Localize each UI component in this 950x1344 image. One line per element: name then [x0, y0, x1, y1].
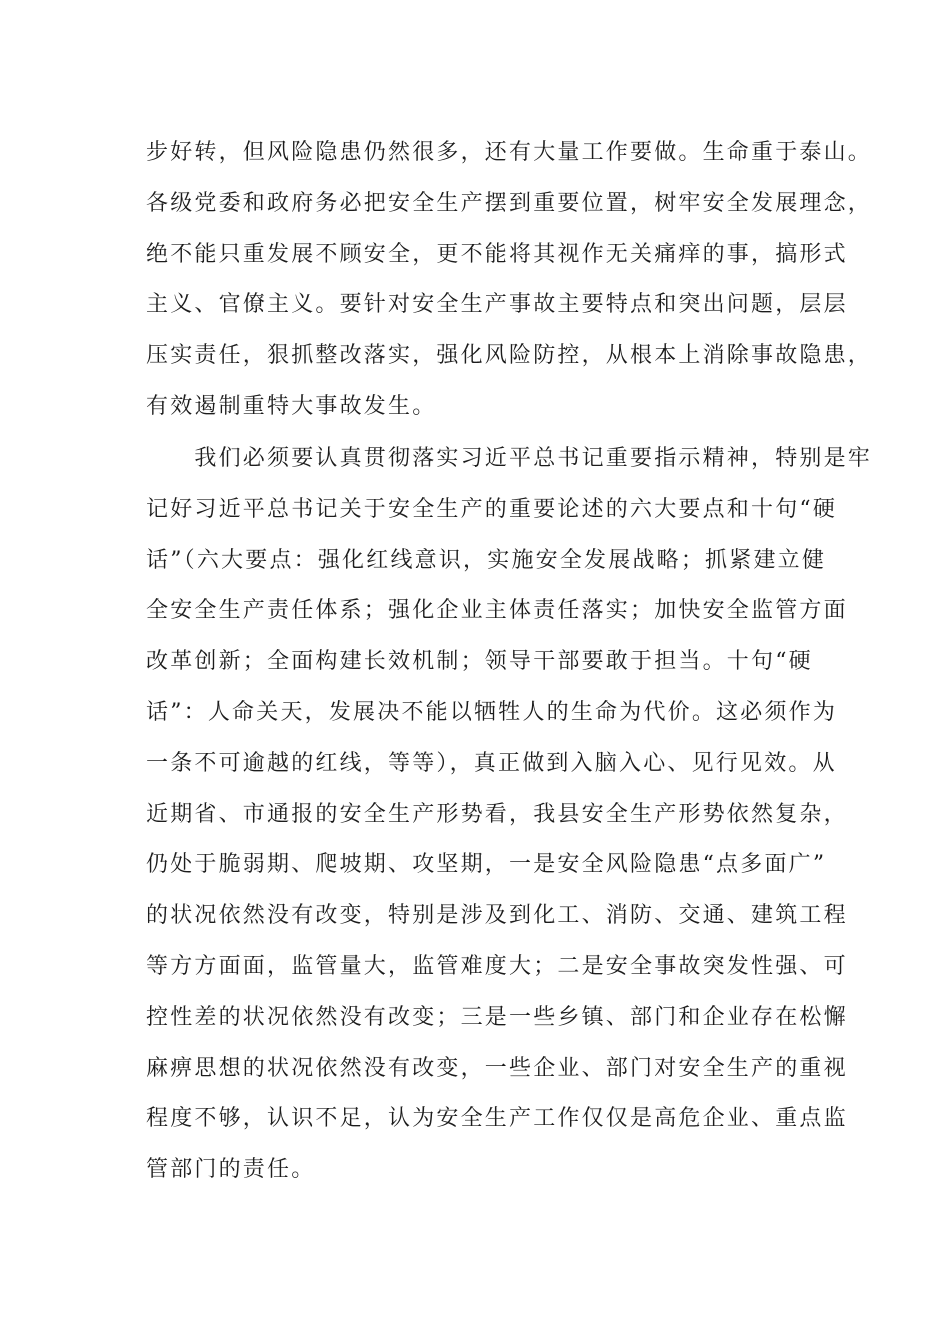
- paragraph-line: 压实责任，狠抓整改落实，强化风险防控，从根本上消除事故隐患，: [146, 343, 873, 369]
- paragraph-line: 仍处于脆弱期、爬坡期、攻坚期，一是安全风险隐患“点多面广”: [146, 852, 827, 878]
- paragraph-1: [146, 128, 873, 433]
- paragraph-line: 近期省、市通报的安全生产形势看，我县安全生产形势依然复杂，: [146, 801, 848, 827]
- paragraph-line: 话”（六大要点：强化红线意识，实施安全发展战略；抓紧建立健: [146, 547, 827, 573]
- paragraph-line: 一条不可逾越的红线，等等），真正做到入脑入心、见行见效。从: [146, 750, 837, 776]
- paragraph-line: 控性差的状况依然没有改变；三是一些乡镇、部门和企业存在松懈: [146, 1004, 848, 1030]
- paragraph-line: 各级党委和政府务必把安全生产摆到重要位置，树牢安全发展理念，: [146, 190, 873, 216]
- paragraph-line: 主义、官僚主义。要针对安全生产事故主要特点和突出问题，层层: [146, 292, 848, 318]
- paragraph-line: 全安全生产责任体系；强化企业主体责任落实；加快安全监管方面: [146, 598, 848, 624]
- paragraph-line: 的状况依然没有改变，特别是涉及到化工、消防、交通、建筑工程: [146, 903, 848, 929]
- paragraph-line: 步好转，但风险隐患仍然很多，还有大量工作要做。生命重于泰山。: [146, 140, 873, 165]
- paragraph-line: 改革创新；全面构建长效机制；领导干部要敢于担当。十句“硬: [146, 649, 813, 675]
- paragraph-line: 等方方面面，监管量大，监管难度大；二是安全事故突发性强、可: [146, 953, 848, 979]
- paragraph-line: 话”：人命关天，发展决不能以牺牲人的生命为代价。这必须作为: [146, 699, 838, 725]
- paragraph-2: [146, 434, 873, 1196]
- paragraph-line: 记好习近平总书记关于安全生产的重要论述的六大要点和十句“硬: [146, 496, 838, 522]
- paragraph-line: 绝不能只重发展不顾安全，更不能将其视作无关痛痒的事，搞形式: [146, 241, 848, 267]
- paragraph-line: 麻痹思想的状况依然没有改变，一些企业、部门对安全生产的重视: [146, 1055, 848, 1081]
- paragraph-line: 程度不够，认识不足，认为安全生产工作仅仅是高危企业、重点监: [146, 1106, 848, 1132]
- paragraph-line: 我们必须要认真贯彻落实习近平总书记重要指示精神，特别是牢: [146, 446, 873, 471]
- paragraph-line: 有效遏制重特大事故发生。: [146, 393, 437, 419]
- paragraph-line: 管部门的责任。: [146, 1157, 316, 1183]
